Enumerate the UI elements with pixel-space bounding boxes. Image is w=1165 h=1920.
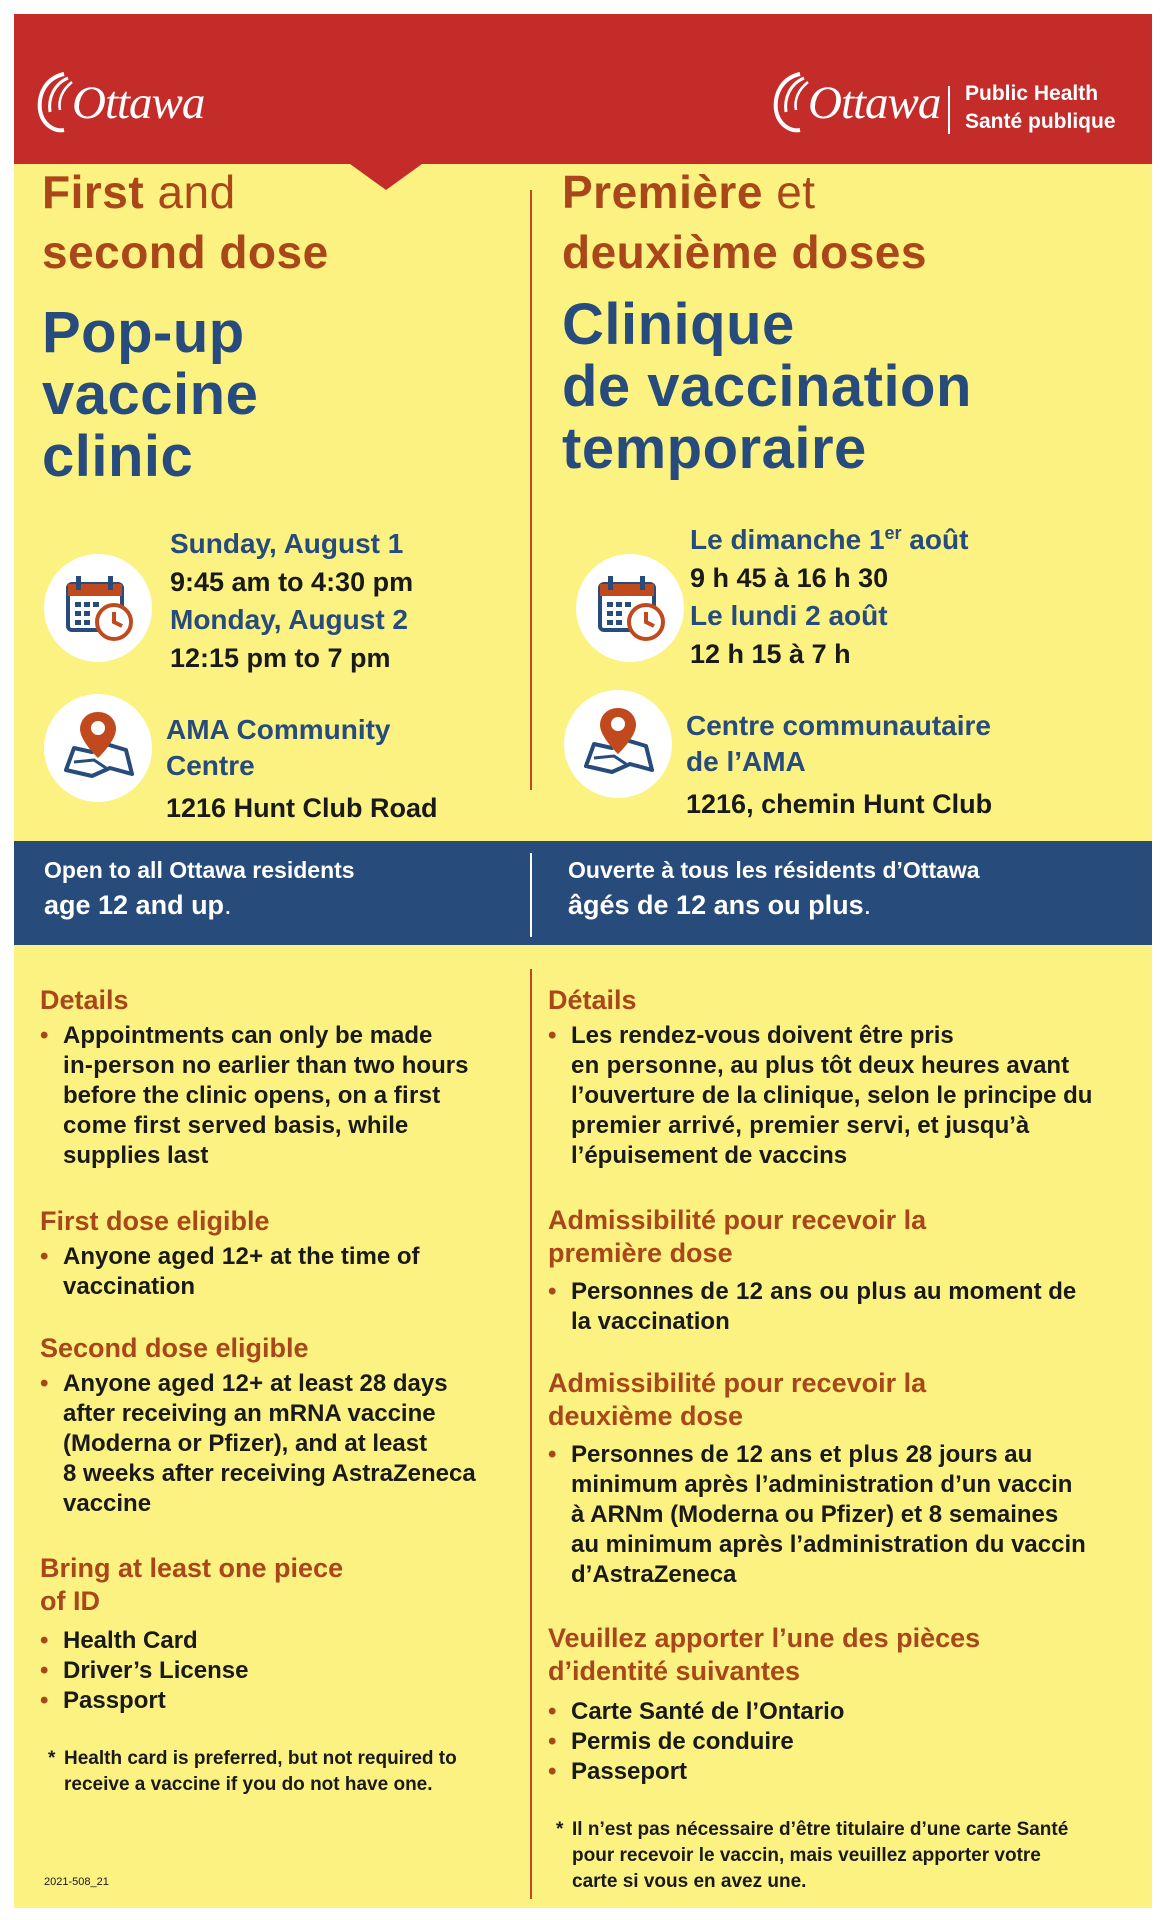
- fr-band-text: Ouverte à tous les résidents d’Ottawa âgés de 12 ans ou plus.: [568, 857, 980, 920]
- list-item: • Personnes de 12 ans ou plus au moment de la vaccination: [546, 1277, 1146, 1337]
- list-item: • Carte Santé de l’Ontario: [546, 1697, 1146, 1727]
- fr-day-2: Le lundi 2 août: [690, 600, 888, 631]
- ottawa-logo-left: [34, 68, 204, 138]
- eligibility-band: [14, 841, 1152, 945]
- en-details-list: [38, 1021, 518, 1171]
- band-divider: [530, 853, 532, 937]
- list-item: • Personnes de 12 ans et plus 28 jours au minimum après l’administration d’un vaccin à ARNm (Moderna ou Pfizer) et 8 semaines au minimum après l’administration du vaccin d’AstraZeneca: [546, 1440, 1146, 1590]
- public-health-fr: Santé publique: [965, 110, 1116, 133]
- poster: [14, 14, 1152, 1908]
- document-code: 2021-508_21: [44, 1876, 109, 1888]
- en-details-title: Details: [40, 985, 129, 1015]
- en-id-title: Bring at least one piece of ID: [40, 1553, 344, 1616]
- en-second-dose-title: Second dose eligible: [40, 1333, 309, 1363]
- en-id-list: [38, 1626, 518, 1716]
- fr-day-1: Le dimanche 1er août: [690, 523, 969, 555]
- en-band-text: Open to all Ottawa residents age 12 and up.: [44, 857, 355, 920]
- list-item: • Health Card: [38, 1626, 518, 1656]
- fr-first-dose-list: [546, 1277, 1146, 1337]
- header-notch: [350, 164, 422, 190]
- en-clinic-title: Pop-up vaccine clinic: [42, 300, 259, 489]
- logo-wordmark: Ottawa: [808, 76, 941, 129]
- logo-wordmark: Ottawa: [72, 76, 205, 129]
- fr-note: * Il n’est pas nécessaire d’être titulaire d’une carte Santé pour recevoir le vaccin, mais veuillez apporter votre carte si vous en avez une.: [556, 1819, 1069, 1892]
- fr-clinic-title: Clinique de vaccination temporaire: [562, 292, 972, 481]
- fr-time-1: 9 h 45 à 16 h 30: [690, 563, 889, 593]
- en-second-dose-list: [38, 1369, 518, 1519]
- en-address: 1216 Hunt Club Road: [166, 793, 438, 823]
- logo-divider: [948, 86, 950, 134]
- fr-details-title: Détails: [548, 985, 637, 1015]
- fr-details-list: [546, 1021, 1146, 1171]
- fr-venue: Centre communautaire de l’AMA: [686, 710, 991, 777]
- public-health-label: [965, 80, 1116, 136]
- fr-first-dose-title: Admissibilité pour recevoir la première dose: [548, 1205, 927, 1268]
- list-item: • Permis de conduire: [546, 1727, 1146, 1757]
- list-item: • Passeport: [546, 1757, 1146, 1787]
- fr-id-list: [546, 1697, 1146, 1787]
- en-dose-heading: First and second dose: [42, 166, 329, 278]
- list-item: • Appointments can only be made in-person no earlier than two hours before the clinic opens, on a first come first served basis, while supplies last: [38, 1021, 518, 1171]
- column-divider-bottom: [530, 969, 532, 1899]
- column-divider-top: [530, 190, 532, 790]
- fr-address: 1216, chemin Hunt Club: [686, 789, 993, 819]
- en-venue: AMA Community Centre: [166, 714, 391, 781]
- map-pin-icon: [564, 690, 672, 798]
- fr-time-2: 12 h 15 à 7 h: [690, 639, 851, 669]
- en-time-1: 9:45 am to 4:30 pm: [170, 567, 414, 597]
- fr-dose-heading: Première et deuxième doses: [562, 166, 927, 278]
- map-pin-icon: [44, 694, 152, 802]
- fr-second-dose-list: [546, 1440, 1146, 1590]
- list-item: • Anyone aged 12+ at least 28 days after receiving an mRNA vaccine (Moderna or Pfizer), and at least 8 weeks after receiving AstraZeneca vaccine: [38, 1369, 518, 1519]
- list-item: • Les rendez-vous doivent être pris en personne, au plus tôt deux heures avant l’ouverture de la clinique, selon le principe du premier arrivé, premier servi, et jusqu’à l’épuisement de vaccins: [546, 1021, 1146, 1171]
- fr-second-dose-title: Admissibilité pour recevoir la deuxième dose: [548, 1368, 927, 1431]
- list-item: • Anyone aged 12+ at the time of vaccination: [38, 1242, 518, 1302]
- en-first-dose-list: [38, 1242, 518, 1302]
- calendar-clock-icon: [576, 554, 684, 662]
- en-note: * Health card is preferred, but not required to receive a vaccine if you do not have one.: [48, 1748, 457, 1795]
- en-time-2: 12:15 pm to 7 pm: [170, 643, 391, 673]
- en-first-dose-title: First dose eligible: [40, 1206, 270, 1236]
- fr-id-title: Veuillez apporter l’une des pièces d’identité suivantes: [548, 1623, 981, 1686]
- header-bar: [14, 14, 1152, 164]
- public-health-en: Public Health: [965, 82, 1099, 105]
- list-item: • Passport: [38, 1686, 518, 1716]
- ottawa-logo-right: [770, 68, 940, 138]
- en-day-2: Monday, August 2: [170, 604, 408, 635]
- calendar-clock-icon: [44, 554, 152, 662]
- en-day-1: Sunday, August 1: [170, 528, 404, 559]
- list-item: • Driver’s License: [38, 1656, 518, 1686]
